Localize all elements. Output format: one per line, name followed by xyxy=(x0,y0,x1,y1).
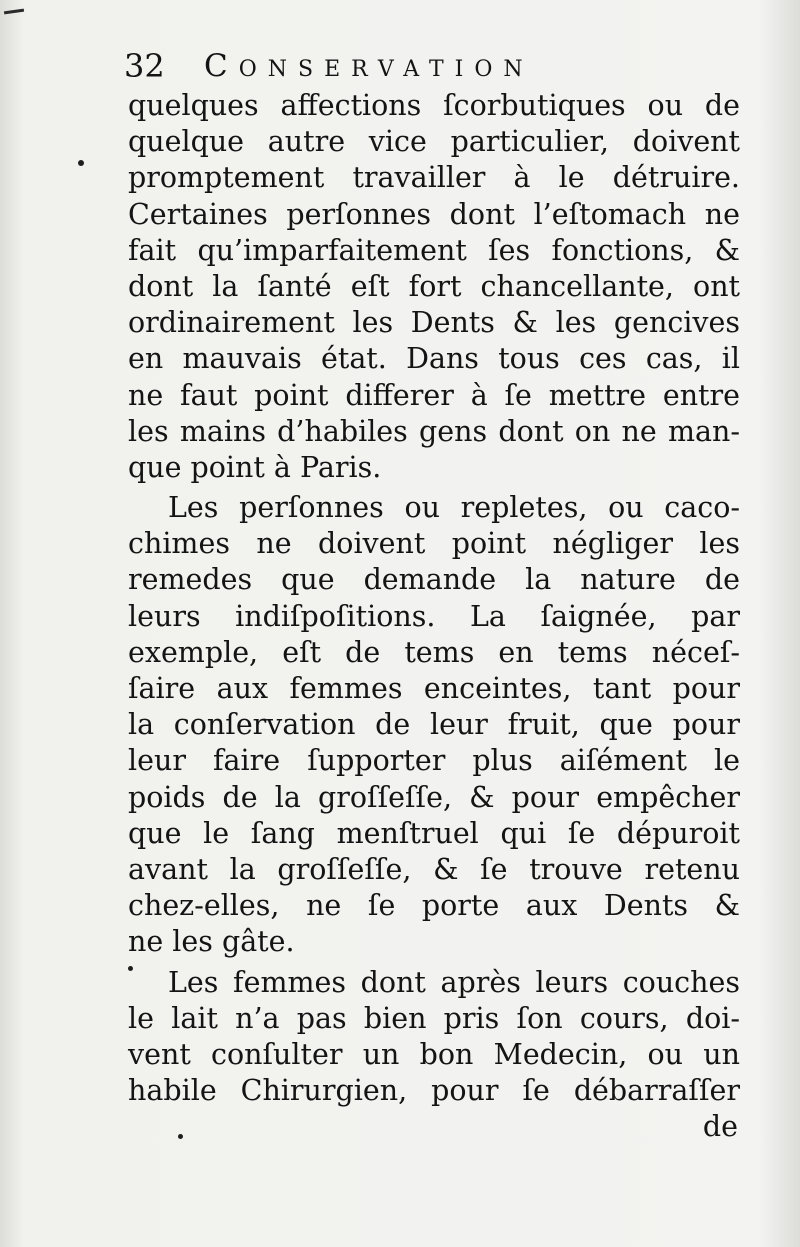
text-line: quelque autre vice particulier, doivent xyxy=(128,125,740,159)
text-line: habile Chirurgien, pour ſe débarraſſer xyxy=(128,1074,740,1108)
text-line: le lait n’a pas bien pris ſon cours, doi- xyxy=(128,1001,740,1035)
text-line: leur faire ſupporter plus aiſément le xyxy=(128,744,740,778)
text-line: que le ſang menſtruel qui ſe dépuroit xyxy=(128,816,740,850)
text-line: remedes que demande la nature de xyxy=(128,563,740,597)
text-line: vent conſulter un bon Medecin, ou un xyxy=(128,1037,740,1071)
text-line: Certaines perſonnes dont l’eſtomach ne xyxy=(128,197,740,231)
text-line: quelques affections ſcorbutiques ou de xyxy=(128,89,740,122)
text-line: les mains d’habiles gens dont on ne man- xyxy=(128,414,740,448)
text-line: exemple, eſt de tems en tems néceſ- xyxy=(128,635,740,669)
page-header xyxy=(124,40,684,90)
text-line: fait qu’imparfaitement ſes fonctions, & xyxy=(128,233,740,267)
catchword: de xyxy=(702,1110,738,1144)
text-line: chimes ne doivent point négliger les xyxy=(128,527,740,561)
text-line: dont la ſanté eſt fort chancellante, ont xyxy=(128,269,740,303)
edge-ink-mark xyxy=(4,9,24,15)
text-line: leurs indiſpoſitions. La ſaignée, par xyxy=(128,599,740,633)
running-head: Conservation xyxy=(204,48,534,84)
text-line: ne faut point differer à ſe mettre entre xyxy=(128,378,740,412)
text-line: chez-elles, ne ſe porte aux Dents & xyxy=(128,889,740,923)
text-line: ſaire aux femmes enceintes, tant pour xyxy=(128,672,740,705)
paragraph-start-line: Les perſonnes ou repletes, ou caco- xyxy=(168,491,740,525)
text-line: ordinairement les Dents & les gencives xyxy=(128,306,740,340)
page-number: 32 xyxy=(124,47,165,85)
paragraph-start-line: Les femmes dont après leurs couches xyxy=(168,965,740,999)
paragraph-end-line: que point à Paris. xyxy=(128,450,382,484)
text-line: promptement travailler à le détruire. xyxy=(128,161,740,195)
body-text xyxy=(128,88,740,1145)
paragraph-end-line: ne les gâte. xyxy=(128,925,295,959)
text-line: la conſervation de leur fruit, que pour xyxy=(128,708,740,742)
ink-speck xyxy=(178,1134,183,1139)
text-line: avant la groſſeſſe, & ſe trouve retenu xyxy=(128,852,740,886)
text-line: poids de la groſſeſſe, & pour empêcher xyxy=(128,780,740,814)
ink-speck xyxy=(78,160,84,166)
ink-speck xyxy=(128,966,133,971)
text-line: en mauvais état. Dans tous ces cas, il xyxy=(128,342,740,376)
